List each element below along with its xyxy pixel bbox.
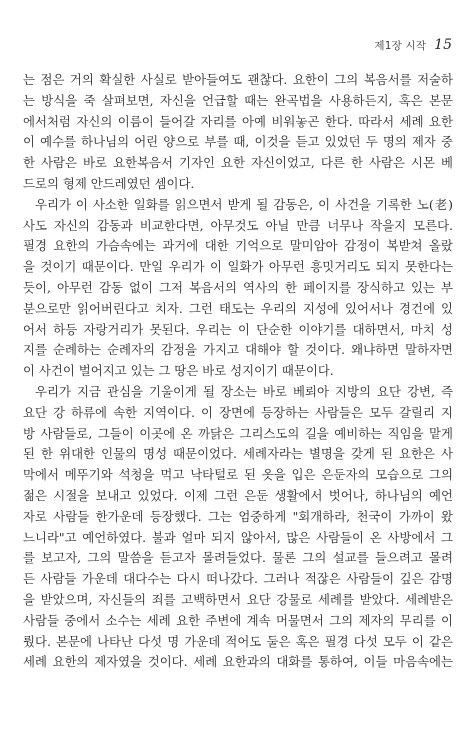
text-line: 필경 요한의 가슴속에는 과거에 대한 기억으로 말미암아 감정이 복받쳐 올랐 xyxy=(23,238,453,254)
text-line: 막에서 메뚜기와 석청을 먹고 낙타털로 된 옷을 입은 은둔자의 모습으로 그의 xyxy=(23,467,453,483)
page-number: 15 xyxy=(434,37,452,53)
text-line: 에서처럼 자신의 이름이 들어갈 자리를 아예 비워놓곤 한다. 따라서 세례 요한 xyxy=(23,113,453,129)
text-line: 세례 요한의 제자였을 것이다. 세례 요한과의 대화를 통하여, 이들 마음속에는 xyxy=(23,654,453,670)
text-line: 드로의 형제 안드레였던 셈이다. xyxy=(23,175,195,191)
running-header xyxy=(374,37,452,53)
text-line: 요단 강 하류에 속한 지역이다. 이 장면에 등장하는 사람들은 모두 갈릴리 지 xyxy=(23,404,453,420)
text-line: 느니라"고 예언하였다. 불과 얼마 되지 않아서, 많은 사람들이 온 사방에서 그 xyxy=(23,529,453,545)
text-line: 든 사람들 가운데 대다수는 다시 떠나갔다. 그러나 적잖은 사람들이 깊은 감명 xyxy=(23,571,453,587)
text-line: 이 예수를 하나님의 어린 양으로 부를 때, 이것을 듣고 있었던 두 명의 제자 중 xyxy=(23,134,453,150)
text-line: 듯이, 아무런 감동 없이 그저 복음서의 역사의 한 페이지를 장식하고 있는 부 xyxy=(23,279,453,295)
text-line: 를 보고자, 그의 말씀을 듣고자 몰려들었다. 물론 그의 설교를 들으려고 몰려 xyxy=(23,550,453,566)
chapter-title: 제1장 시작 xyxy=(374,40,427,52)
text-line: 우리가 지금 관심을 기울이게 될 장소는 바로 베뢰아 지방의 요단 강변, 즉 xyxy=(35,383,453,399)
text-line: 한 사람은 바로 요한복음서 기자인 요한 자신이었고, 다른 한 사람은 시몬 베 xyxy=(23,155,453,171)
text-line: 지를 순례하는 순례자의 감정을 가지고 대해야 할 것이다. 왜냐하면 말하자면 xyxy=(23,342,453,358)
text-line: 는 방식을 죽 살펴보면, 자신을 언급할 때는 완곡법을 사용하든지, 혹은 본문 xyxy=(23,92,453,108)
text-line: 젊은 시절을 보내고 있었다. 이제 그런 은둔 생활에서 벗어나, 하나님의 예언 xyxy=(23,487,453,503)
text-line: 어서 하등 자랑거리가 못된다. 우리는 이 단순한 이야기를 대하면서, 마치 성 xyxy=(23,321,453,337)
text-line: 사람들 중에서 소수는 세례 요한 주변에 계속 머물면서 그의 제자의 무리를 이 xyxy=(23,612,453,628)
text-line: 을 받았으며, 자신들의 죄를 고백하면서 요단 강물로 세례를 받았다. 세례받은 xyxy=(23,591,453,607)
text-line: 을 것이기 때문이다. 만일 우리가 이 일화가 아무런 흥밋거리도 되지 못한다는 xyxy=(23,259,453,275)
text-line: 사도 자신의 감동과 비교한다면, 아무것도 아닐 만큼 너무나 작을지 모른다. xyxy=(23,217,453,233)
body-text xyxy=(23,70,453,673)
text-line: 방 사람들로, 그들이 이곳에 온 까닭은 그리스도의 길을 예비하는 직임을 맡게 xyxy=(23,425,453,441)
text-line: 이 사건이 벌어지고 있는 그 땅은 바로 성지이기 때문이다. xyxy=(23,363,334,379)
text-line: 는 점은 거의 확실한 사실로 받아들여도 괜찮다. 요한이 그의 복음서를 저술하 xyxy=(23,72,453,87)
text-line: 자로 사람들 한가운데 등장했다. 그는 엄중하게 "회개하라, 천국이 가까이 왔 xyxy=(23,508,453,524)
text-line: 우리가 이 사소한 일화를 읽으면서 받게 될 감동은, 이 사건을 기록한 노(老) xyxy=(35,196,453,212)
text-line: 뤘다. 본문에 나타난 다섯 명 가운데 적어도 둘은 혹은 필경 다섯 모두 이 같은 xyxy=(23,633,453,649)
text-line: 된 한 위대한 인물의 명성 때문이었다. 세례자라는 별명을 갖게 된 요한은 사 xyxy=(23,446,453,462)
text-line: 분으로만 읽어버린다고 치자. 그런 태도는 우리의 지성에 있어서나 경건에 있 xyxy=(23,300,453,316)
